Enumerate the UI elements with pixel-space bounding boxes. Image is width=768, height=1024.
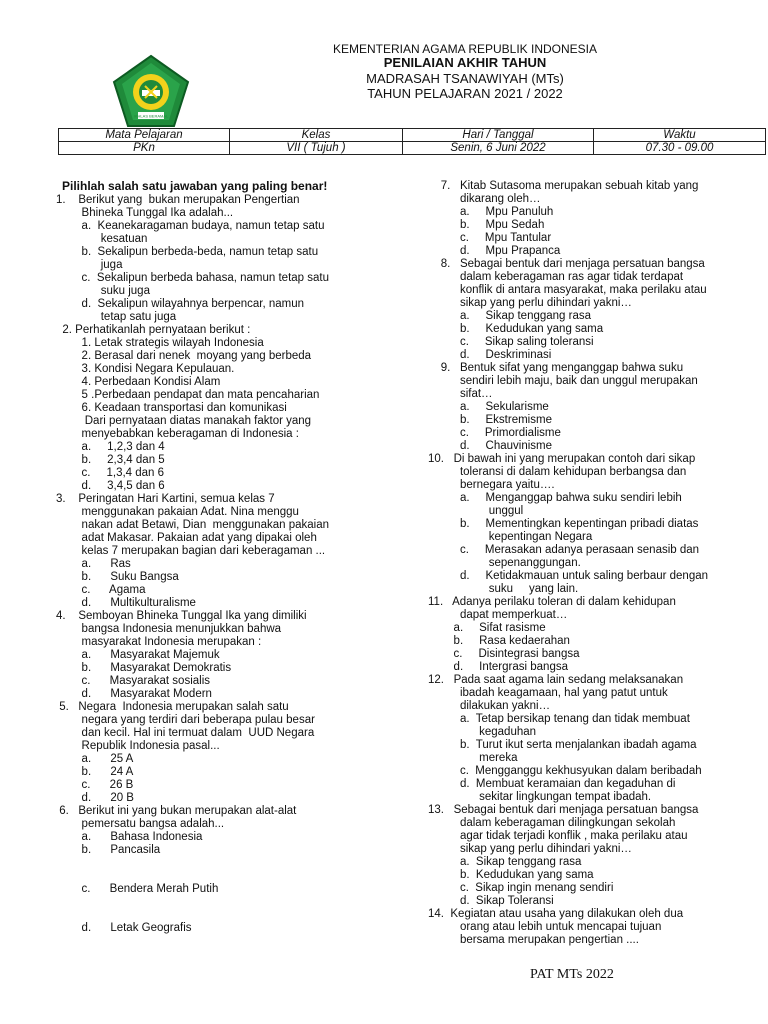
question-line: 6. Berikut ini yang bukan merupakan alat-alat [56, 805, 297, 817]
question-line: b. Masyarakat Demokratis [56, 662, 232, 674]
question-line: d. 20 B [56, 792, 134, 804]
question-line: menyebabkan keberagaman di Indonesia : [56, 428, 299, 440]
question-line: suku yang lain. [428, 583, 579, 595]
question-line: d. Masyarakat Modern [56, 688, 212, 700]
footer-label: PAT MTs 2022 [530, 967, 614, 982]
question-line: agar tidak terjadi konflik , maka perilaku atau [428, 830, 688, 842]
question-line: b. Kedudukan yang sama [428, 869, 594, 881]
question-line: 5. Negara Indonesia merupakan salah satu [56, 701, 289, 713]
question-line: menggunakan pakaian Adat. Nina menggu [56, 506, 299, 518]
question-line: unggul [428, 505, 524, 517]
question-line: 11. Adanya perilaku toleran di dalam kehidupan [428, 596, 676, 608]
question-line: adat Makasar. Pakaian adat yang dipakai oleh [56, 532, 317, 544]
question-line: a. Tetap bersikap tenang dan tidak membuat [428, 713, 690, 725]
question-line: 4. Semboyan Bhineka Tunggal Ika yang dimiliki [56, 610, 307, 622]
year-title: TAHUN PELAJARAN 2021 / 2022 [367, 86, 563, 101]
question-line: c. Bendera Merah Putih [56, 883, 219, 895]
question-line: c. Masyarakat sosialis [56, 675, 211, 687]
question-line: negara yang terdiri dari beberapa pulau besar [56, 714, 315, 726]
question-line: dapat memperkuat… [428, 609, 568, 621]
info-header-date: Hari / Tanggal [403, 129, 594, 142]
question-line: a. Sikap tenggang rasa [428, 856, 582, 868]
logo-text: IKHLAS BERAMAL [133, 113, 169, 119]
question-line: a. 25 A [56, 753, 134, 765]
right-questions [428, 180, 750, 947]
question-line: b. Mpu Sedah [428, 219, 545, 231]
right-column [428, 180, 750, 947]
question-line: a. Mpu Panuluh [428, 206, 554, 218]
question-line: a. Ras [56, 558, 131, 570]
question-line: dan kecil. Hal ini termuat dalam UUD Negara [56, 727, 315, 739]
question-line: a. Sekularisme [428, 401, 549, 413]
question-line: dalam keberagaman ras agar tidak terdapat [428, 271, 684, 283]
question-line: 1. Berikut yang bukan merupakan Pengertian [56, 194, 300, 206]
question-line: c. Sikap ingin menang sendiri [428, 882, 614, 894]
question-line: d. Deskriminasi [428, 349, 552, 361]
question-line: c. 26 B [56, 779, 134, 791]
question-line: 3. Peringatan Hari Kartini, semua kelas 7 [56, 493, 275, 505]
question-line: c. Mengganggu kekhusyukan dalam beribadah [428, 765, 702, 777]
question-line: ibadah keagamaan, hal yang patut untuk [428, 687, 668, 699]
question-line: d. Ketidakmauan untuk saling berbaur dengan [428, 570, 709, 582]
question-line: sepenanggungan. [428, 557, 581, 569]
question-line: masyarakat Indonesia merupakan : [56, 636, 262, 648]
question-line: 14. Kegiatan atau usaha yang dilakukan oleh dua [428, 908, 684, 920]
question-line: b. Turut ikut serta menjalankan ibadah agama [428, 739, 697, 751]
question-line: a. Menganggap bahwa suku sendiri lebih [428, 492, 682, 504]
info-header-subject: Mata Pelajaran [59, 129, 230, 142]
question-line: bangsa Indonesia menunjukkan bahwa [56, 623, 282, 635]
question-line: juga [56, 259, 123, 271]
question-line: 1. Letak strategis wilayah Indonesia [56, 337, 264, 349]
question-line [56, 909, 368, 922]
question-line [56, 870, 368, 883]
question-line: c. Primordialisme [428, 427, 561, 439]
question-line: b. 2,3,4 dan 5 [56, 454, 165, 466]
question-line: c. Sikap saling toleransi [428, 336, 594, 348]
info-value-subject: PKn [59, 142, 230, 155]
question-line: suku juga [56, 285, 150, 297]
question-line: kepentingan Negara [428, 531, 593, 543]
info-value-time: 07.30 - 09.00 [594, 142, 766, 155]
ministry-title: KEMENTERIAN AGAMA REPUBLIK INDONESIA [332, 42, 598, 56]
question-line: dikarang oleh… [428, 193, 541, 205]
question-line: sifat… [428, 388, 493, 400]
school-title: MADRASAH TSANAWIYAH (MTs) [366, 71, 564, 86]
question-line: d. Membuat keramaian dan kegaduhan di [428, 778, 676, 790]
question-line: Bhineka Tunggal Ika adalah... [56, 207, 234, 219]
question-line: b. Pancasila [56, 844, 161, 856]
question-line: d. Sikap Toleransi [428, 895, 554, 907]
question-line: Republik Indonesia pasal... [56, 740, 220, 752]
question-line: c. Disintegrasi bangsa [428, 648, 580, 660]
question-line: c. 1,3,4 dan 6 [56, 467, 165, 479]
question-line: toleransi di dalam kehidupan berbangsa dan [428, 466, 687, 478]
question-line: 9. Bentuk sifat yang menganggap bahwa suku [428, 362, 684, 374]
question-line: d. Intergrasi bangsa [428, 661, 568, 673]
question-line: c. Mpu Tantular [428, 232, 552, 244]
question-line: a. Bahasa Indonesia [56, 831, 203, 843]
question-line: orang atau lebih untuk mencapai tujuan [428, 921, 662, 933]
question-line [56, 896, 368, 909]
question-line: 13. Sebagai bentuk dari menjaga persatuan bangsa [428, 804, 699, 816]
left-column [56, 180, 368, 935]
question-line: tetap satu juga [56, 311, 177, 323]
left-questions [56, 194, 368, 935]
question-line: b. Kedudukan yang sama [428, 323, 604, 335]
question-line: dalam keberagaman dilingkungan sekolah [428, 817, 676, 829]
question-line: bersama merupakan pengertian .... [428, 934, 639, 946]
question-line: b. 24 A [56, 766, 134, 778]
question-line: konflik di antara masyarakat, maka perilaku atau [428, 284, 707, 296]
question-line: Dari pernyataan diatas manakah faktor yang [56, 415, 312, 427]
question-line: kegaduhan [428, 726, 537, 738]
question-line: a. Masyarakat Majemuk [56, 649, 220, 661]
question-line: a. 1,2,3 dan 4 [56, 441, 165, 453]
question-line: sekitar lingkungan tempat ibadah. [428, 791, 652, 803]
question-line: d. Sekalipun wilayahnya berpencar, namun [56, 298, 305, 310]
question-line: a. Sikap tenggang rasa [428, 310, 592, 322]
info-header-class: Kelas [230, 129, 403, 142]
question-line: a. Keanekaragaman budaya, namun tetap satu [56, 220, 325, 232]
exam-title: PENILAIAN AKHIR TAHUN [383, 55, 547, 70]
question-line: d. Multikulturalisme [56, 597, 196, 609]
ministry-logo [112, 54, 190, 128]
question-line: d. Chauvinisme [428, 440, 552, 452]
question-line: 2. Berasal dari nenek moyang yang berbeda [56, 350, 312, 362]
question-line: 3. Kondisi Negara Kepulauan. [56, 363, 235, 375]
question-line: kesatuan [56, 233, 148, 245]
question-line: 6. Keadaan transportasi dan komunikasi [56, 402, 287, 414]
question-line: sendiri lebih maju, baik dan unggul merupakan [428, 375, 698, 387]
question-line: sikap yang perlu dihindari yakni… [428, 297, 632, 309]
info-value-class: VII ( Tujuh ) [230, 142, 403, 155]
question-line: nakan adat Betawi, Dian menggunakan pakaian [56, 519, 329, 531]
exam-info-table [58, 128, 766, 155]
question-line: 10. Di bawah ini yang merupakan contoh dari sikap [428, 453, 696, 465]
question-line: c. Merasakan adanya perasaan senasib dan [428, 544, 700, 556]
question-line: sikap yang perlu dihindari yakni… [428, 843, 632, 855]
question-line: b. Ekstremisme [428, 414, 552, 426]
question-line: d. Letak Geografis [56, 922, 192, 934]
question-line: b. Mementingkan kepentingan pribadi diatas [428, 518, 699, 530]
question-line [56, 857, 368, 870]
question-line: c. Sekalipun berbeda bahasa, namun tetap satu [56, 272, 329, 284]
question-line: 2. Perhatikanlah pernyataan berikut : [56, 324, 251, 336]
question-line: 7. Kitab Sutasoma merupakan sebuah kitab yang [428, 180, 699, 192]
info-header-time: Waktu [594, 129, 766, 142]
question-line: b. Rasa kedaerahan [428, 635, 570, 647]
question-line: 4. Perbedaan Kondisi Alam [56, 376, 221, 388]
question-line: bernegara yaitu…. [428, 479, 555, 491]
question-line: mereka [428, 752, 518, 764]
question-line: c. Agama [56, 584, 146, 596]
question-line: 8. Sebagai bentuk dari menjaga persatuan bangsa [428, 258, 705, 270]
instruction: Pilihlah salah satu jawaban yang paling benar! [62, 179, 328, 193]
question-line: d. 3,4,5 dan 6 [56, 480, 165, 492]
question-line: b. Sekalipun berbeda-beda, namun tetap satu [56, 246, 319, 258]
question-line: kelas 7 merupakan bagian dari keberagaman ... [56, 545, 326, 557]
info-value-date: Senin, 6 Juni 2022 [403, 142, 594, 155]
question-line: d. Mpu Prapanca [428, 245, 561, 257]
question-line: 5 .Perbedaan pendapat dan mata pencaharian [56, 389, 320, 401]
question-line: a. Sifat rasisme [428, 622, 546, 634]
question-line: dilakukan yakni… [428, 700, 551, 712]
question-line: b. Suku Bangsa [56, 571, 179, 583]
question-line: 12. Pada saat agama lain sedang melaksanakan [428, 674, 684, 686]
question-line: pemersatu bangsa adalah... [56, 818, 225, 830]
